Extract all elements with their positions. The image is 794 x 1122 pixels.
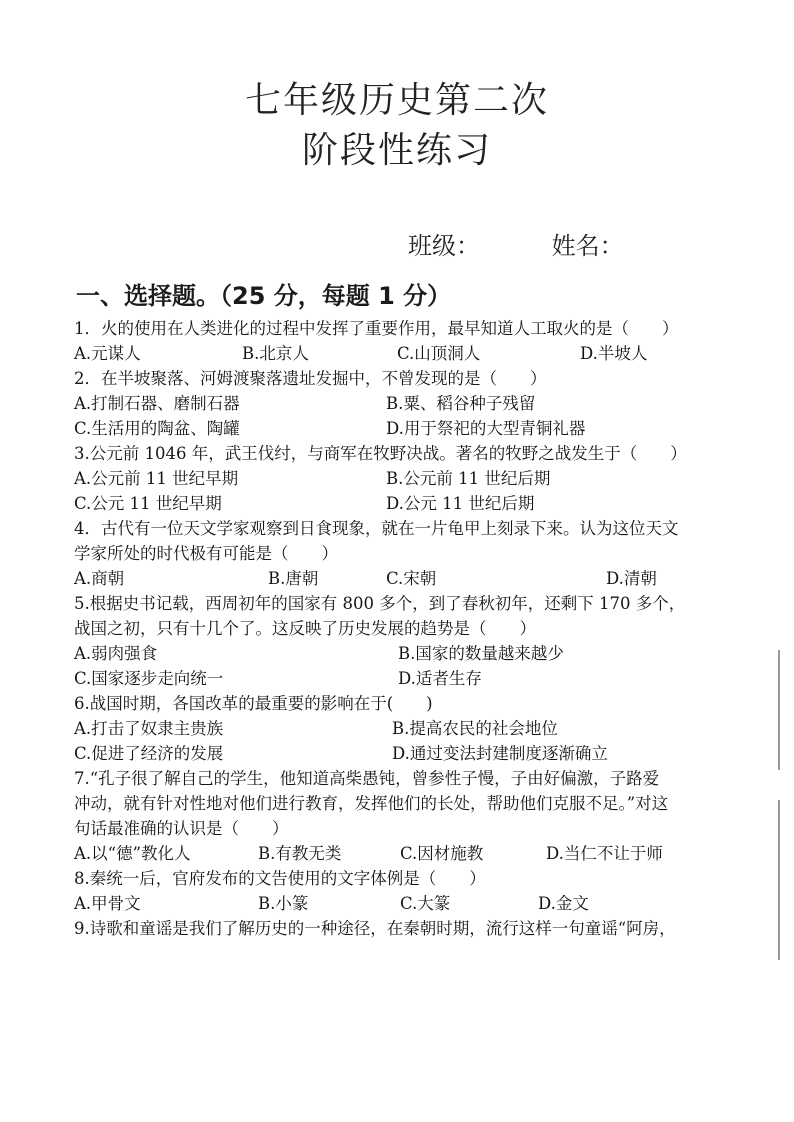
option: A.商朝	[74, 569, 125, 588]
student-info	[408, 226, 624, 261]
option: D.半坡人	[580, 344, 648, 363]
option-row	[74, 416, 774, 441]
option: A.元谋人	[74, 344, 141, 363]
option: B.国家的数量越来越少	[398, 644, 564, 663]
option: A.公元前 11 世纪早期	[74, 469, 239, 488]
option: C.公元 11 世纪早期	[74, 494, 222, 513]
option: C.生活用的陶盆、陶罐	[74, 419, 240, 438]
option: D.适者生存	[398, 669, 482, 688]
question-item	[74, 766, 774, 866]
question-item	[74, 516, 774, 591]
option: B.小篆	[258, 894, 309, 913]
question-stem: 5.根据史书记载，西周初年的国家有 800 多个，到了春秋初年，还剩下 170 多个，	[74, 594, 686, 613]
option: D.清朝	[606, 569, 657, 588]
option: B.有教无类	[258, 844, 342, 863]
question-item	[74, 441, 774, 516]
option-row	[74, 491, 774, 516]
option: C.大篆	[400, 894, 451, 913]
option: C.宋朝	[386, 569, 437, 588]
option-row	[74, 641, 774, 666]
class-label: 班级：	[408, 232, 480, 260]
option: D.当仁不让于师	[546, 844, 663, 863]
question-stem: 7.“孔子很了解自己的学生，他知道高柴愚钝，曾参性子慢，子由好偏激，子路爱	[74, 769, 660, 788]
option-row	[74, 841, 774, 866]
option: D.公元 11 世纪后期	[386, 494, 535, 513]
question-stem: 8.秦统一后，官府发布的文告使用的文字体例是（ ）	[74, 869, 486, 888]
option-row	[74, 466, 774, 491]
question-item	[74, 691, 774, 766]
question-item	[74, 866, 774, 916]
question-stem: 战国之初，只有十几个了。这反映了历史发展的趋势是（ ）	[74, 619, 536, 638]
name-label: 姓名：	[551, 232, 624, 260]
question-stem: 4．古代有一位天文学家观察到日食现象，就在一片龟甲上刻录下来。认为这位天文	[74, 519, 679, 538]
option: B.粟、稻谷种子残留	[386, 394, 536, 413]
option-row	[74, 566, 774, 591]
question-stem: 冲动，就有针对性地对他们进行教育，发挥他们的长处，帮助他们克服不足。”对这	[74, 794, 669, 813]
option-row	[74, 391, 774, 416]
scan-edge-mark	[778, 650, 780, 770]
option-row	[74, 666, 774, 691]
option: C.国家逐步走向统一	[74, 669, 224, 688]
option: C.山顶洞人	[397, 344, 481, 363]
option: A.弱肉强食	[74, 644, 158, 663]
option: B.北京人	[242, 344, 309, 363]
option-row	[74, 891, 774, 916]
question-stem: 1．火的使用在人类进化的过程中发挥了重要作用，最早知道人工取火的是（ ）	[74, 319, 679, 338]
scan-edge-mark	[778, 800, 780, 960]
option-row	[74, 741, 774, 766]
section-heading: 一、选择题。（25 分，每题 1 分）	[76, 282, 452, 310]
option: D.通过变法封建制度逐渐确立	[392, 744, 608, 763]
question-stem: 3.公元前 1046 年，武王伐纣，与商军在牧野决战。著名的牧野之战发生于（ ）	[74, 444, 687, 463]
option-row	[74, 341, 774, 366]
option: B.公元前 11 世纪后期	[386, 469, 551, 488]
option: A.打击了奴隶主贵族	[74, 719, 224, 738]
exam-subtitle: 阶段性练习	[301, 130, 492, 171]
option: C.因材施教	[400, 844, 484, 863]
question-item	[74, 366, 774, 441]
option: D.金文	[538, 894, 589, 913]
option-row	[74, 716, 774, 741]
option: C.促进了经济的发展	[74, 744, 224, 763]
question-stem: 9.诗歌和童谣是我们了解历史的一种途径，在秦朝时期，流行这样一句童谣“阿房，	[74, 919, 676, 938]
question-stem: 学家所处的时代极有可能是（ ）	[74, 544, 338, 563]
option: D.用于祭祀的大型青铜礼器	[386, 419, 586, 438]
question-list	[74, 316, 774, 941]
option: A.甲骨文	[74, 894, 141, 913]
question-stem: 2．在半坡聚落、河姆渡聚落遗址发掘中，不曾发现的是（ ）	[74, 369, 547, 388]
option: A.以“德”教化人	[74, 844, 191, 863]
question-stem: 6.战国时期，各国改革的最重要的影响在于( )	[74, 694, 433, 713]
question-item	[74, 591, 774, 691]
option: A.打制石器、磨制石器	[74, 394, 240, 413]
option: B.唐朝	[268, 569, 319, 588]
exam-title: 七年级历史第二次	[244, 80, 549, 121]
question-item	[74, 916, 774, 941]
question-stem: 句话最准确的认识是（ ）	[74, 819, 289, 838]
question-item	[74, 316, 774, 366]
option: B.提高农民的社会地位	[392, 719, 558, 738]
